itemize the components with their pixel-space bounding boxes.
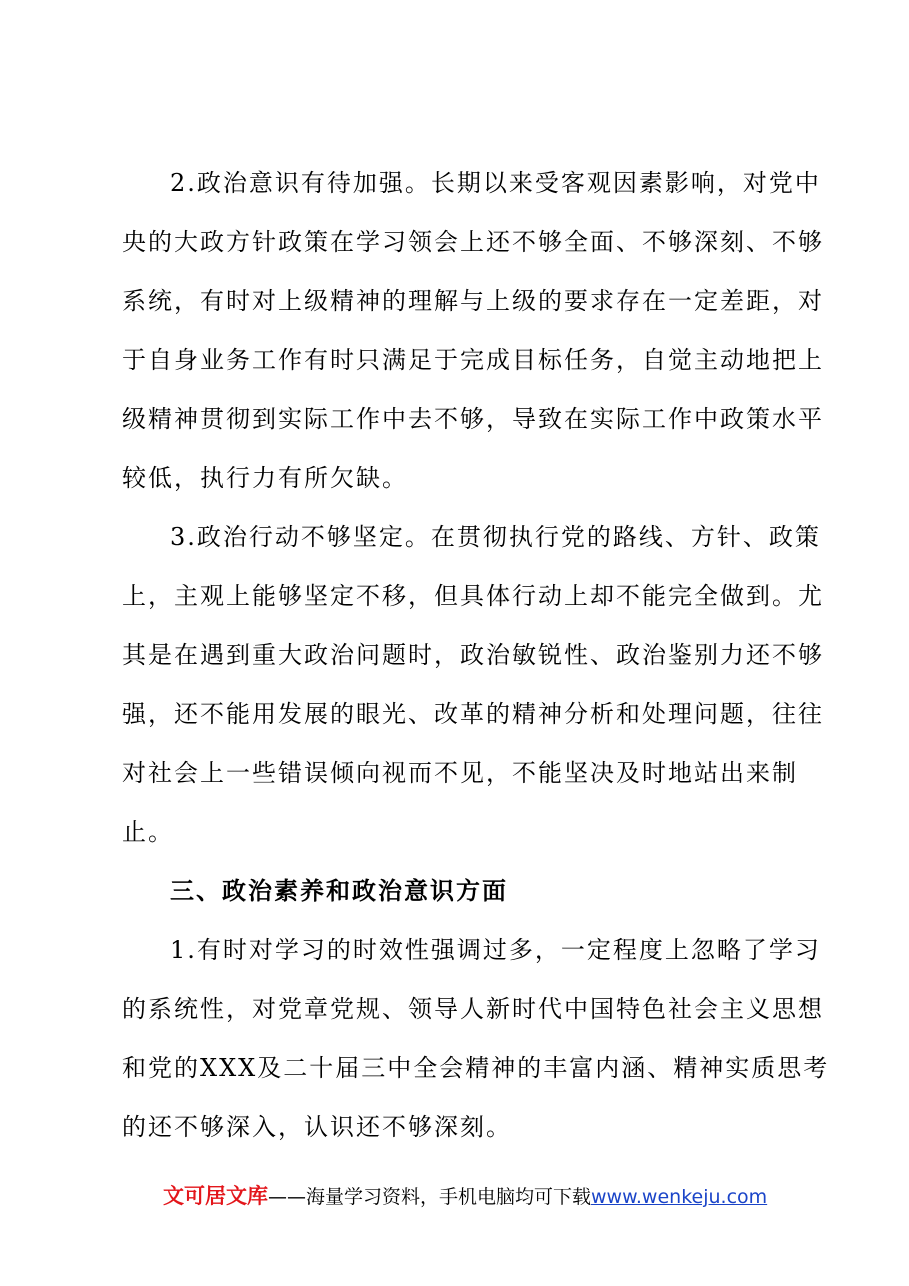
footer-website-link[interactable]: www.wenkeju.com xyxy=(591,1186,768,1208)
paragraph-2-line-2: 央的大政方针政策在学习领会上还不够全面、不够深刻、不够 xyxy=(122,228,824,256)
paragraph-1-line-2: 的系统性，对党章党规、领导人新时代中国特色社会主义思想 xyxy=(122,995,824,1023)
paragraph-3-line-2: 上，主观上能够坚定不移，但具体行动上却不能完全做到。尤 xyxy=(122,582,824,610)
paragraph-3-line-5: 对社会上一些错误倾向视而不见，不能坚决及时地站出来制 xyxy=(122,759,798,787)
paragraph-2-line-3: 系统，有时对上级精神的理解与上级的要求存在一定差距，对 xyxy=(122,287,824,315)
paragraph-1-line-3: 和党的XXX及二十届三中全会精神的丰富内涵、精神实质思考 xyxy=(122,1054,830,1082)
footer-banner xyxy=(163,1180,783,1212)
paragraph-2-line-6: 较低，执行力有所欠缺。 xyxy=(122,464,408,492)
paragraph-1-line-1: 1.有时对学习的时效性强调过多，一定程度上忽略了学习 xyxy=(170,936,821,964)
footer-tagline: ——海量学习资料，手机电脑均可下载 xyxy=(268,1186,592,1208)
paragraph-3-line-1: 3.政治行动不够坚定。在贯彻执行党的路线、方针、政策 xyxy=(170,523,821,551)
section-heading: 三、政治素养和政治意识方面 xyxy=(170,876,508,905)
paragraph-3-line-6: 止。 xyxy=(122,818,174,846)
paragraph-3-line-4: 强，还不能用发展的眼光、改革的精神分析和处理问题，往往 xyxy=(122,700,824,728)
paragraph-2-line-5: 级精神贯彻到实际工作中去不够，导致在实际工作中政策水平 xyxy=(122,405,824,433)
footer-brand: 文可居文库 xyxy=(163,1184,268,1208)
paragraph-2-line-1: 2.政治意识有待加强。长期以来受客观因素影响，对党中 xyxy=(170,169,821,197)
paragraph-3-line-3: 其是在遇到重大政治问题时，政治敏锐性、政治鉴别力还不够 xyxy=(122,641,824,669)
paragraph-2-line-4: 于自身业务工作有时只满足于完成目标任务，自觉主动地把上 xyxy=(122,346,824,374)
paragraph-1-line-4: 的还不够深入，认识还不够深刻。 xyxy=(122,1113,512,1141)
